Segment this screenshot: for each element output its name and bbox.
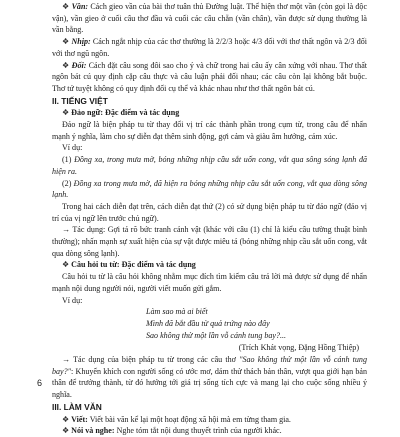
cau-hoi-definition: Câu hỏi tu từ là câu hỏi không nhằm mục đích tìm kiếm câu trả lời mà được sử dụng để nhấn mạnh nội dung người nói, người viết muốn gửi gắm. <box>52 272 367 293</box>
page-number: 6 <box>37 378 43 388</box>
bullet-label: Vần: <box>71 2 89 11</box>
diamond-bullet-icon: ❖ <box>62 260 72 270</box>
poem-source: (Trích Khát vọng, Đặng Hồng Thiệp) <box>238 343 359 353</box>
bullet-text: Cách đặt câu song đôi sao cho ý và chữ trong hai câu ấy cân xứng với nhau. Thơ thất ngôn bát cú quy định cặp câu thực và câu luận phải đối nhau; các câu còn lại không bắt buộc. Thơ tứ tuyệt không có quy định đối cụ thể và khác nhau như thơ thất ngôn bát cú. <box>52 60 368 93</box>
poem-excerpt <box>52 306 367 342</box>
dao-ngu-effect: → Tác dụng: Gợi tả rõ bức tranh cảnh vật (khác với câu (1) chỉ là kiểu câu tường thuật bình thường); nhấn mạnh sự xuất hiện của sự vật được miêu tả (bóng những nhịp cầu sắt uốn cong, vắt qua dòng sông lạnh). <box>52 225 367 258</box>
cau-hoi-effect: → Tác dụng của biện pháp tu từ trong các câu thơ "Sao không thử một lần vỗ cánh tung bay?": Khuyến khích con người sống có ước mơ, dám thử thách bản thân, vượt qua giới hạn bản thân để trưởng thành, từ đó hướng tới giá trị sống tích cực và mang lại cho cuộc sống nhiều ý nghĩa. <box>52 354 367 400</box>
bullet-label: Đối: <box>71 60 87 70</box>
example-1: (1) Đồng xa, trong mưa mờ, bóng những nhịp cầu sắt uốn cong, vắt qua sông sóng lạnh đã hiện ra. <box>52 155 367 176</box>
diamond-bullet-icon: ❖ <box>62 37 72 47</box>
bullet-van <box>52 1 367 36</box>
subheading-cau-hoi-tu-tu: ❖ Câu hỏi tu từ: Đặc điểm và tác dụng <box>62 260 196 270</box>
example-label-2: Ví dụ: <box>62 295 83 305</box>
poem-line: Làm sao mà ai biết <box>146 307 208 317</box>
diamond-bullet-icon: ❖ <box>62 414 72 424</box>
dao-ngu-definition: Đảo ngữ là biện pháp tu từ thay đổi vị trí các thành phần trong cụm từ, trong câu để nhấn mạnh ý nghĩa, làm cho sự diễn đạt thêm sinh động, gợi cảm và giàu âm hưởng, cảm xúc. <box>52 120 367 141</box>
diamond-bullet-icon: ❖ <box>62 426 72 436</box>
example-2: (2) Đồng xa trong mưa mờ, đã hiện ra bóng những nhịp cầu sắt uốn cong, vắt qua dòng sông lạnh. <box>52 178 367 200</box>
lam-van-viet: ❖ Viết: Viết bài văn kể lại một hoạt động xã hội mà em từng tham gia. <box>62 414 291 424</box>
poem-line: Mình đã bắt đầu từ quả trứng nào đây <box>146 319 270 329</box>
subheading-dao-ngu: ❖ Đảo ngữ: Đặc điểm và tác dụng <box>62 108 180 118</box>
diamond-bullet-icon: ❖ <box>62 108 72 118</box>
bullet-text: Cách gieo vần của bài thơ tuân thủ Đường luật. Thể hiện thơ một vần (còn gọi là độc vận), vần gieo ở cuối câu thơ đầu và cuối các câu chẵn (vần chân), vần được sử dụng thường là vần bằng. <box>52 2 368 35</box>
section-heading-lam-van: III. LÀM VĂN <box>52 401 102 412</box>
diamond-bullet-icon: ❖ <box>62 2 72 11</box>
example-note: Trong hai cách diễn đạt trên, cách diễn đạt thứ (2) có sử dụng biện pháp tu từ đảo ngữ (đảo vị trí của vị ngữ lên trước chủ ngữ). <box>52 201 367 223</box>
bullet-label: Nhịp: <box>71 37 91 47</box>
lam-van-noi-nghe: ❖ Nói và nghe: Nghe tóm tắt nội dung thuyết trình của người khác. <box>62 426 282 436</box>
example-label: Ví dụ: <box>62 143 83 153</box>
bullet-text: Cách ngắt nhịp của các thơ thường là 2/2/3 hoặc 4/3 đối với thơ thất ngôn và 2/3 đối với thơ ngũ ngôn. <box>52 37 367 58</box>
diamond-bullet-icon: ❖ <box>62 60 72 70</box>
section-heading-tieng-viet: II. TIẾNG VIỆT <box>52 95 108 106</box>
bullet-nhip <box>52 36 367 59</box>
poem-line: Sao không thử một lần vỗ cánh tung bay?... <box>146 331 287 341</box>
bullet-doi <box>52 60 367 95</box>
